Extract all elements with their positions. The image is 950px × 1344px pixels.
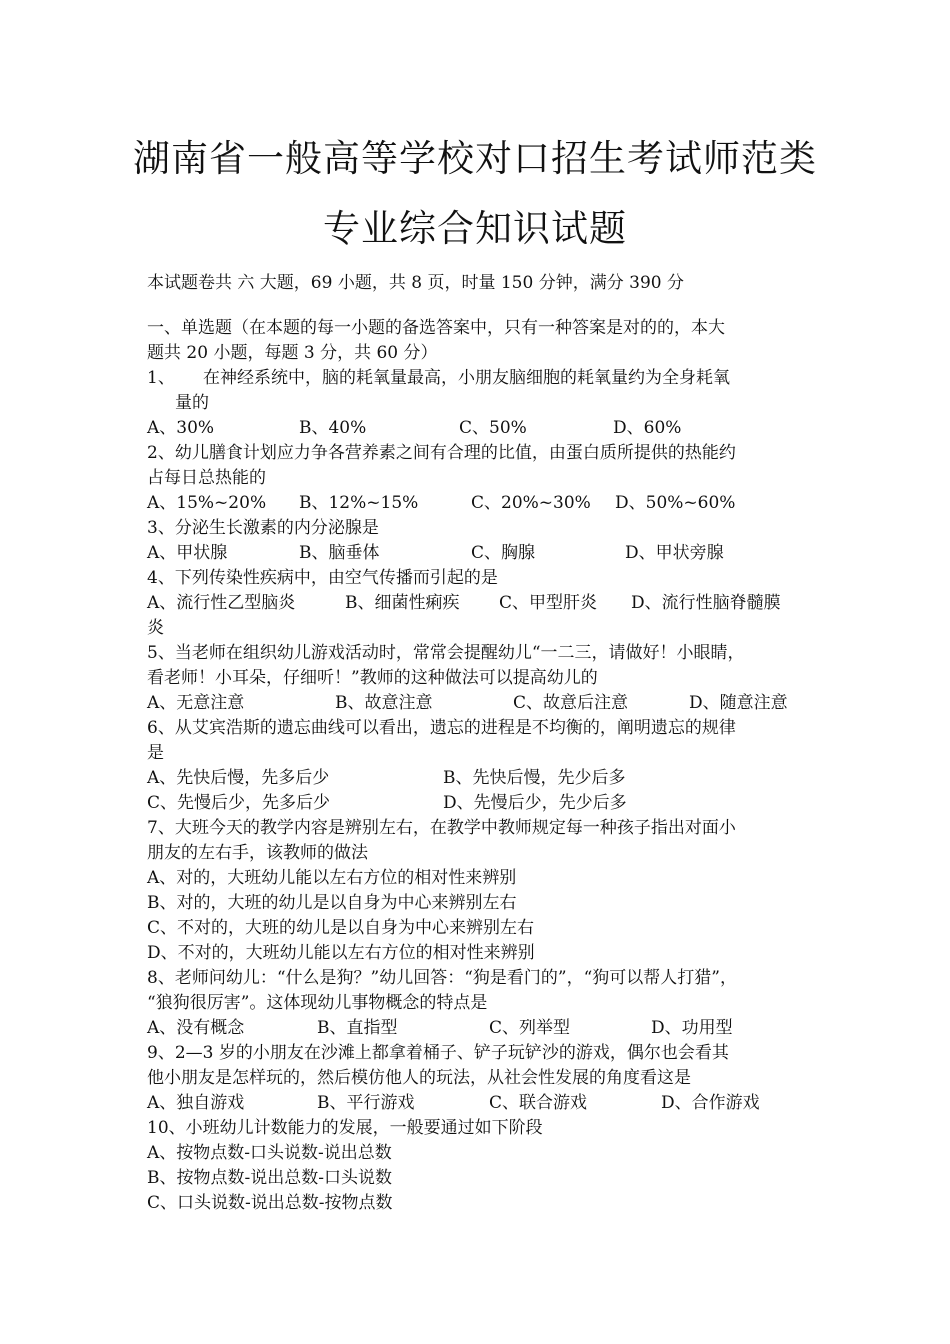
question-1 bbox=[147, 366, 827, 391]
option-c: C、胸腺 bbox=[471, 543, 536, 563]
question-stem-cont: 看老师！小耳朵，仔细听！”教师的这种做法可以提高幼儿的 bbox=[147, 668, 598, 688]
options-row bbox=[147, 691, 827, 716]
option-d: D、先慢后少，先少后多 bbox=[443, 793, 627, 813]
option-c: C、口头说数-说出总数-按物点数 bbox=[147, 1193, 393, 1213]
option-d: D、合作游戏 bbox=[661, 1093, 760, 1113]
question-8: 8、老师问幼儿：“什么是狗？”幼儿回答：“狗是看门的”，“狗可以帮人打猎”， bbox=[147, 968, 737, 988]
option-a: A、15%~20% bbox=[147, 493, 267, 513]
option-d: D、甲状旁腺 bbox=[625, 543, 724, 563]
section-1 bbox=[147, 316, 827, 1216]
options-row bbox=[147, 416, 827, 441]
question-stem-cont: 量的 bbox=[175, 393, 209, 413]
option-a: A、30% bbox=[147, 418, 215, 438]
option-d: D、不对的，大班幼儿能以左右方位的相对性来辨别 bbox=[147, 943, 535, 963]
question-stem-cont: “狼狗很厉害”。这体现幼儿事物概念的特点是 bbox=[147, 993, 488, 1013]
option-b: B、平行游戏 bbox=[317, 1093, 415, 1113]
options-row bbox=[147, 541, 827, 566]
question-3: 3、分泌生长激素的内分泌腺是 bbox=[147, 518, 379, 538]
option-a: A、没有概念 bbox=[147, 1018, 245, 1038]
option-c: C、列举型 bbox=[489, 1018, 571, 1038]
exam-intro: 本试题卷共 六 大题，69 小题，共 8 页，时量 150 分钟，满分 390 分 bbox=[147, 273, 684, 293]
question-stem-cont: 是 bbox=[147, 743, 164, 763]
option-b: B、故意注意 bbox=[335, 693, 433, 713]
option-a: A、甲状腺 bbox=[147, 543, 228, 563]
section-heading: 一、单选题（在本题的每一小题的备选答案中，只有一种答案是对的的，本大 bbox=[147, 318, 725, 338]
question-4: 4、下列传染性疾病中，由空气传播而引起的是 bbox=[147, 568, 498, 588]
option-a: A、无意注意 bbox=[147, 693, 245, 713]
option-d: D、50%~60% bbox=[615, 493, 736, 513]
options-row bbox=[147, 491, 827, 516]
question-10: 10、小班幼儿计数能力的发展，一般要通过如下阶段 bbox=[147, 1118, 543, 1138]
options-row bbox=[147, 1016, 827, 1041]
option-c: C、甲型肝炎 bbox=[499, 593, 598, 613]
options-row bbox=[147, 791, 827, 816]
option-d: D、功用型 bbox=[651, 1018, 733, 1038]
question-stem-cont: 他小朋友是怎样玩的，然后模仿他人的玩法，从社会性发展的角度看这是 bbox=[147, 1068, 691, 1088]
option-b: B、先快后慢，先少后多 bbox=[443, 768, 626, 788]
exam-title-line2: 专业综合知识试题 bbox=[323, 207, 627, 250]
option-b: B、12%~15% bbox=[299, 493, 419, 513]
option-b: B、40% bbox=[299, 418, 367, 438]
option-b: B、对的，大班的幼儿是以自身为中心来辨别左右 bbox=[147, 893, 517, 913]
option-a: A、先快后慢，先多后少 bbox=[147, 768, 330, 788]
question-2: 2、幼儿膳食计划应力争各营养素之间有合理的比值，由蛋白质所提供的热能约 bbox=[147, 443, 736, 463]
options-row bbox=[147, 1091, 827, 1116]
exam-title-line1: 湖南省一般高等学校对口招生考试师范类 bbox=[133, 137, 817, 180]
option-d: D、流行性脑脊髓膜 bbox=[631, 593, 781, 613]
question-stem-cont: 朋友的左右手，该教师的做法 bbox=[147, 843, 368, 863]
option-d: D、随意注意 bbox=[689, 693, 788, 713]
option-d: D、60% bbox=[613, 418, 682, 438]
option-a: A、独自游戏 bbox=[147, 1093, 245, 1113]
question-stem-cont: 占每日总热能的 bbox=[147, 468, 266, 488]
option-c: C、不对的，大班的幼儿是以自身为中心来辨别左右 bbox=[147, 918, 535, 938]
option-a: A、对的，大班幼儿能以左右方位的相对性来辨别 bbox=[147, 868, 517, 888]
option-a: A、按物点数-口头说数-说出总数 bbox=[147, 1143, 392, 1163]
question-stem: 在神经系统中，脑的耗氧量最高，小朋友脑细胞的耗氧量约为全身耗氧 bbox=[203, 368, 730, 388]
option-b: B、细菌性痢疾 bbox=[345, 593, 460, 613]
section-heading-cont: 题共 20 小题，每题 3 分，共 60 分） bbox=[147, 343, 438, 363]
options-row bbox=[147, 591, 827, 616]
option-d-cont: 炎 bbox=[147, 618, 164, 638]
question-7: 7、大班今天的教学内容是辨别左右，在教学中教师规定每一种孩子指出对面小 bbox=[147, 818, 736, 838]
option-c: C、50% bbox=[459, 418, 527, 438]
question-5: 5、当老师在组织幼儿游戏活动时，常常会提醒幼儿“一二三，请做好！小眼睛， bbox=[147, 643, 745, 663]
options-row bbox=[147, 766, 827, 791]
option-c: C、20%~30% bbox=[471, 493, 591, 513]
option-a: A、流行性乙型脑炎 bbox=[147, 593, 296, 613]
question-9: 9、2—3 岁的小朋友在沙滩上都拿着桶子、铲子玩铲沙的游戏，偶尔也会看其 bbox=[147, 1043, 729, 1063]
option-b: B、脑垂体 bbox=[299, 543, 380, 563]
question-number: 1、 bbox=[147, 368, 175, 388]
option-c: C、先慢后少，先多后少 bbox=[147, 793, 331, 813]
option-b: B、按物点数-说出总数-口头说数 bbox=[147, 1168, 392, 1188]
question-6: 6、从艾宾浩斯的遗忘曲线可以看出，遗忘的进程是不均衡的，阐明遗忘的规律 bbox=[147, 718, 736, 738]
option-c: C、联合游戏 bbox=[489, 1093, 588, 1113]
option-b: B、直指型 bbox=[317, 1018, 398, 1038]
option-c: C、故意后注意 bbox=[513, 693, 629, 713]
